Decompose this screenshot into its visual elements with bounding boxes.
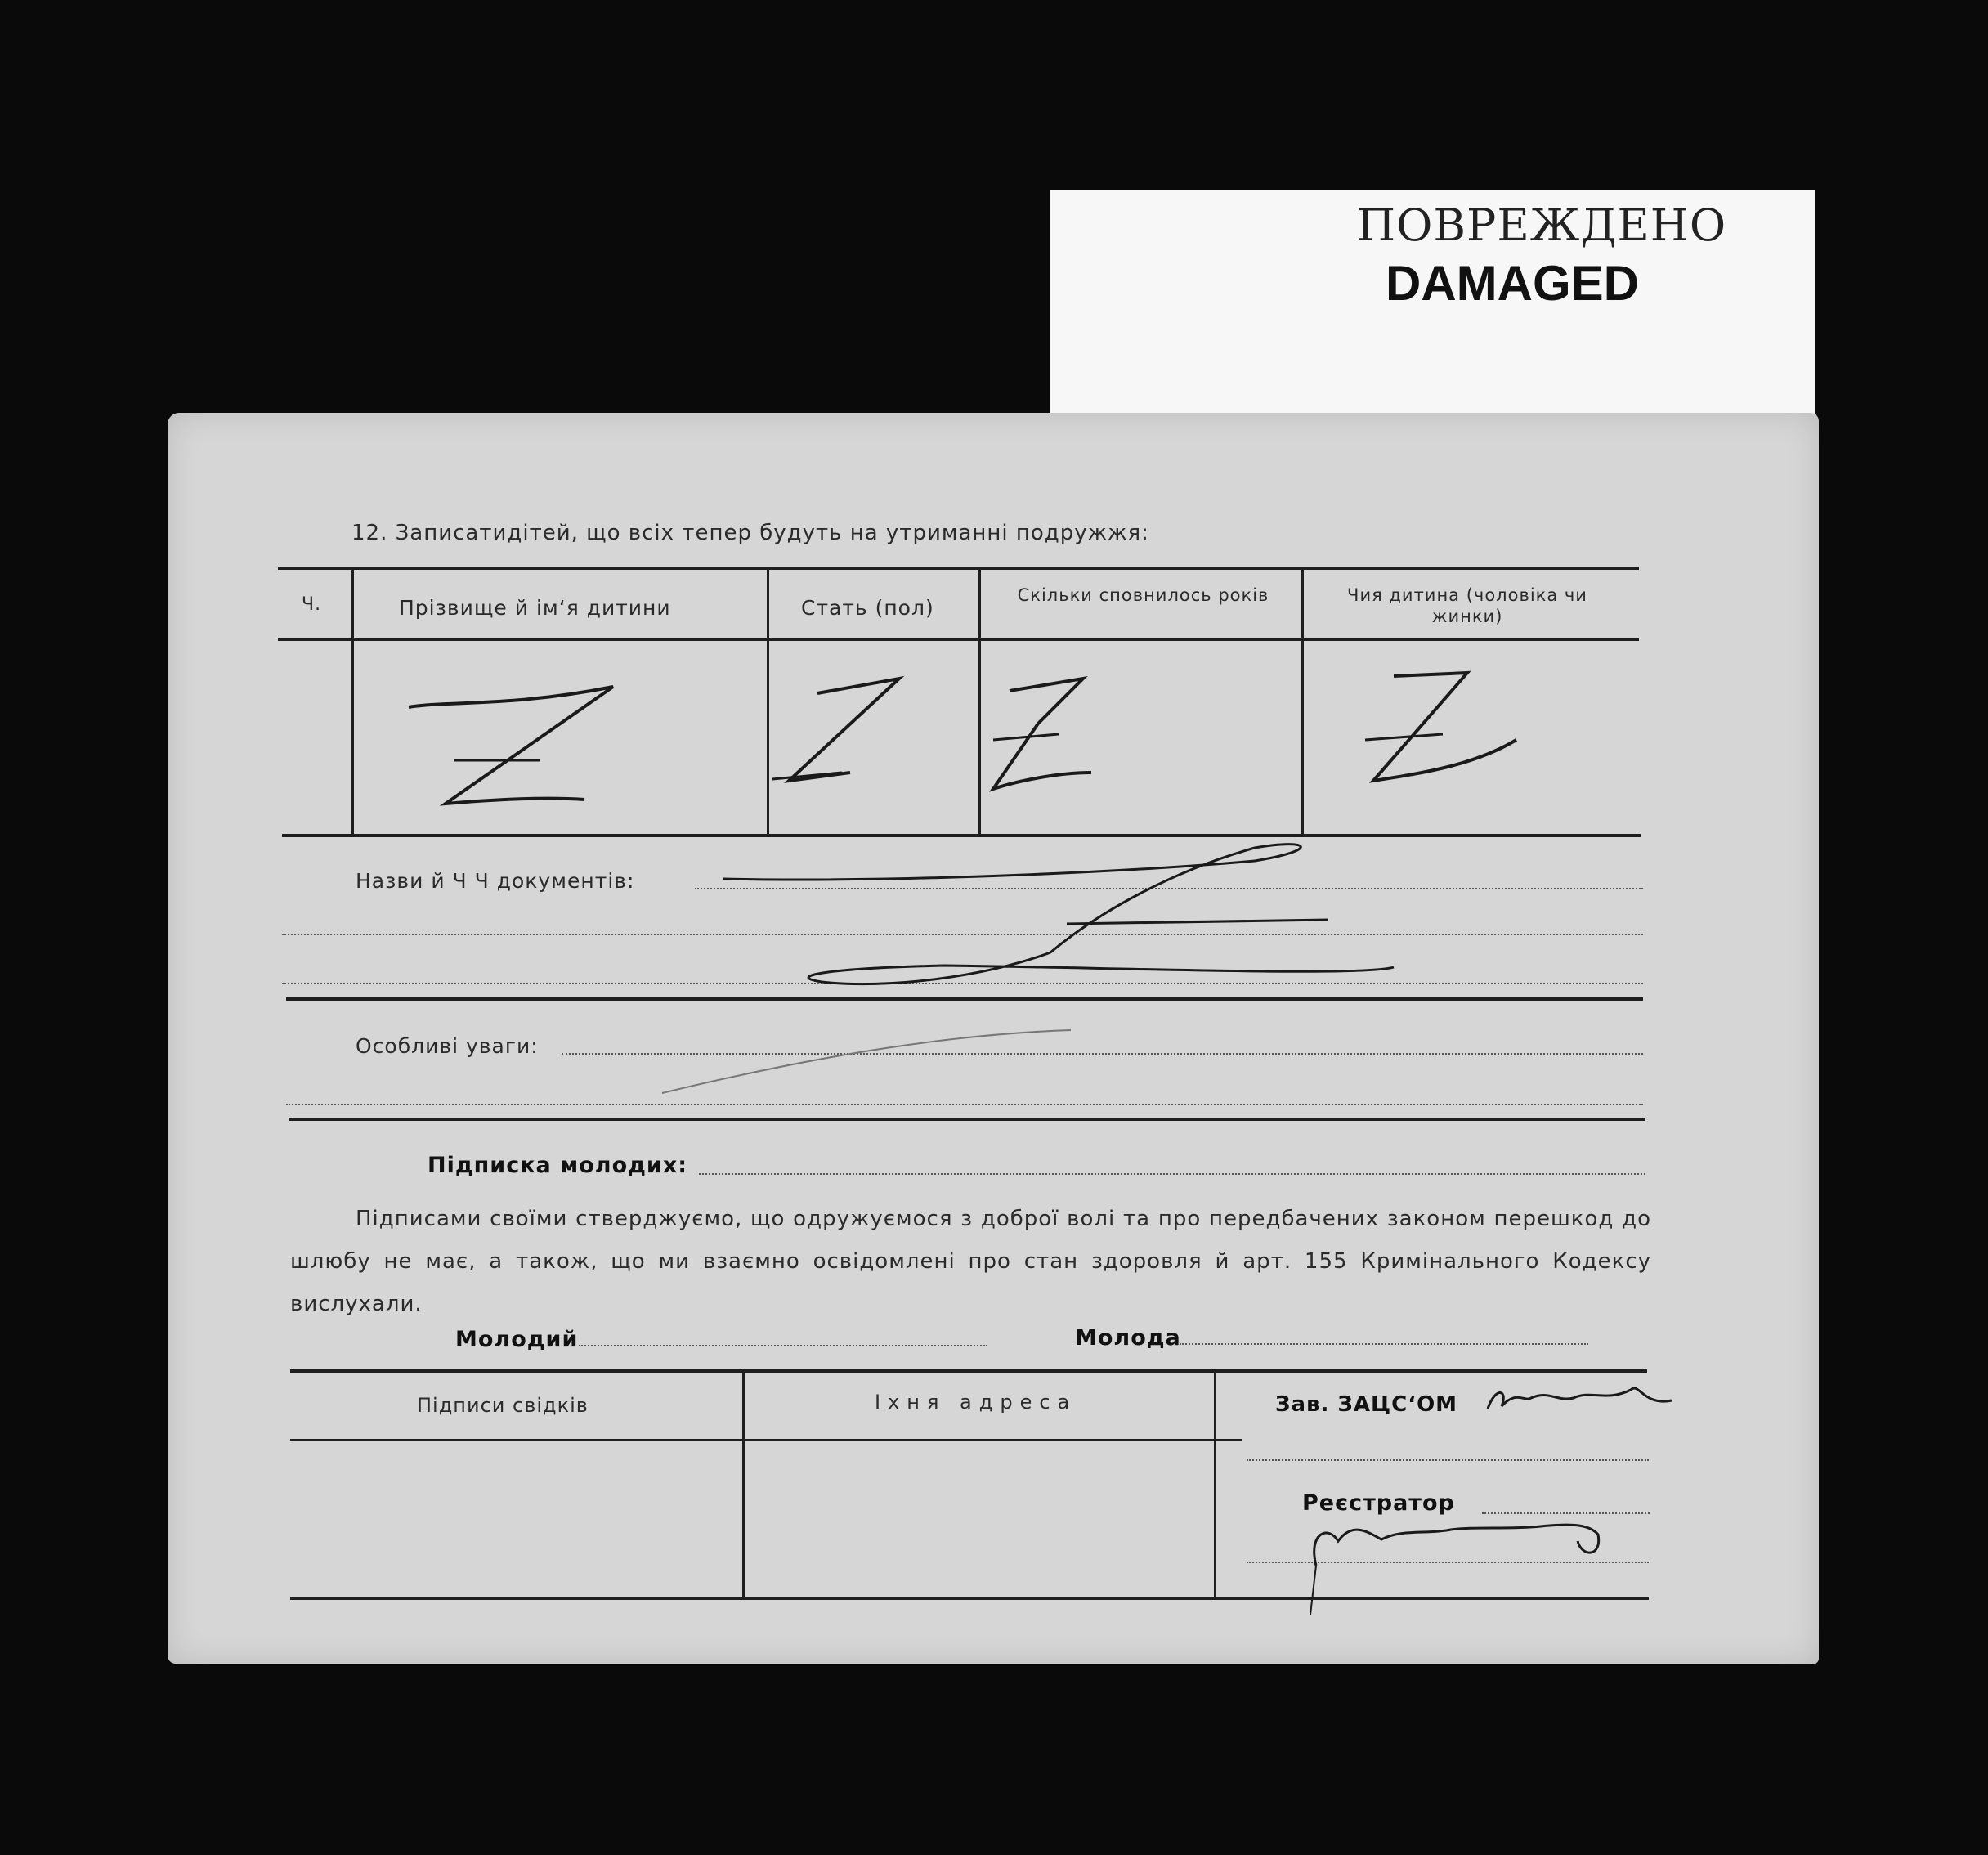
remarks-handwritten-line	[662, 1030, 1071, 1093]
registrar-signature-mark	[1314, 1525, 1599, 1566]
section12-title: 12. Записатидітей, що всіх тепер будуть на утриманні подружжя:	[351, 521, 1149, 545]
header-age: Скільки сповнилось років	[1017, 585, 1269, 605]
bride-label: Молода	[1075, 1325, 1181, 1351]
handwritten-z-mark-4-bar	[1365, 734, 1443, 740]
groom-label: Молодий	[455, 1327, 579, 1352]
damaged-label-english: DAMAGED	[1386, 256, 1639, 311]
documents-handwritten-mark	[723, 845, 1394, 984]
address-header: Іхня адреса	[875, 1391, 1077, 1414]
signature-heading: Підписка молодих:	[428, 1153, 688, 1178]
handwritten-z-mark-2	[789, 679, 899, 781]
remarks-label: Особливі уваги:	[356, 1034, 539, 1058]
documents-label: Назви й Ч Ч документів:	[356, 869, 635, 893]
header-whose-child: Чия дитина (чоловіка чи жинки)	[1347, 585, 1587, 626]
damaged-label-russian: ПОВРЕЖДЕНО	[1357, 199, 1727, 251]
handwriting-layer	[168, 413, 1819, 1664]
registrar-label: Реєстратор	[1302, 1490, 1455, 1516]
head-signature-mark	[1488, 1388, 1672, 1409]
handwritten-z-mark-3	[993, 679, 1091, 789]
handwritten-z-mark-1	[409, 687, 613, 804]
handwritten-z-mark-4	[1373, 673, 1516, 781]
documents-handwritten-bar	[1067, 920, 1328, 924]
header-sex: Стать (пол)	[801, 596, 934, 620]
head-of-office-label: Зав. ЗАЦС‘ОМ	[1275, 1392, 1458, 1417]
witnesses-header: Підписи свідків	[417, 1394, 589, 1417]
damaged-label-card	[1050, 190, 1815, 427]
header-child-name: Прізвище й ім‘я дитини	[399, 596, 671, 620]
header-number: Ч.	[302, 594, 322, 615]
registrar-signature-tail	[1310, 1566, 1316, 1615]
declaration-text: Підписами своїми стверджуємо, що одружуємося з доброї волі та про передбачених законом перешкод до шлюбу не має, а також, що ми взаємно освідомлені про стан здоровля й арт. 155 Кримінального Кодексу вислухали.	[290, 1207, 1651, 1316]
form-sheet	[168, 413, 1819, 1664]
